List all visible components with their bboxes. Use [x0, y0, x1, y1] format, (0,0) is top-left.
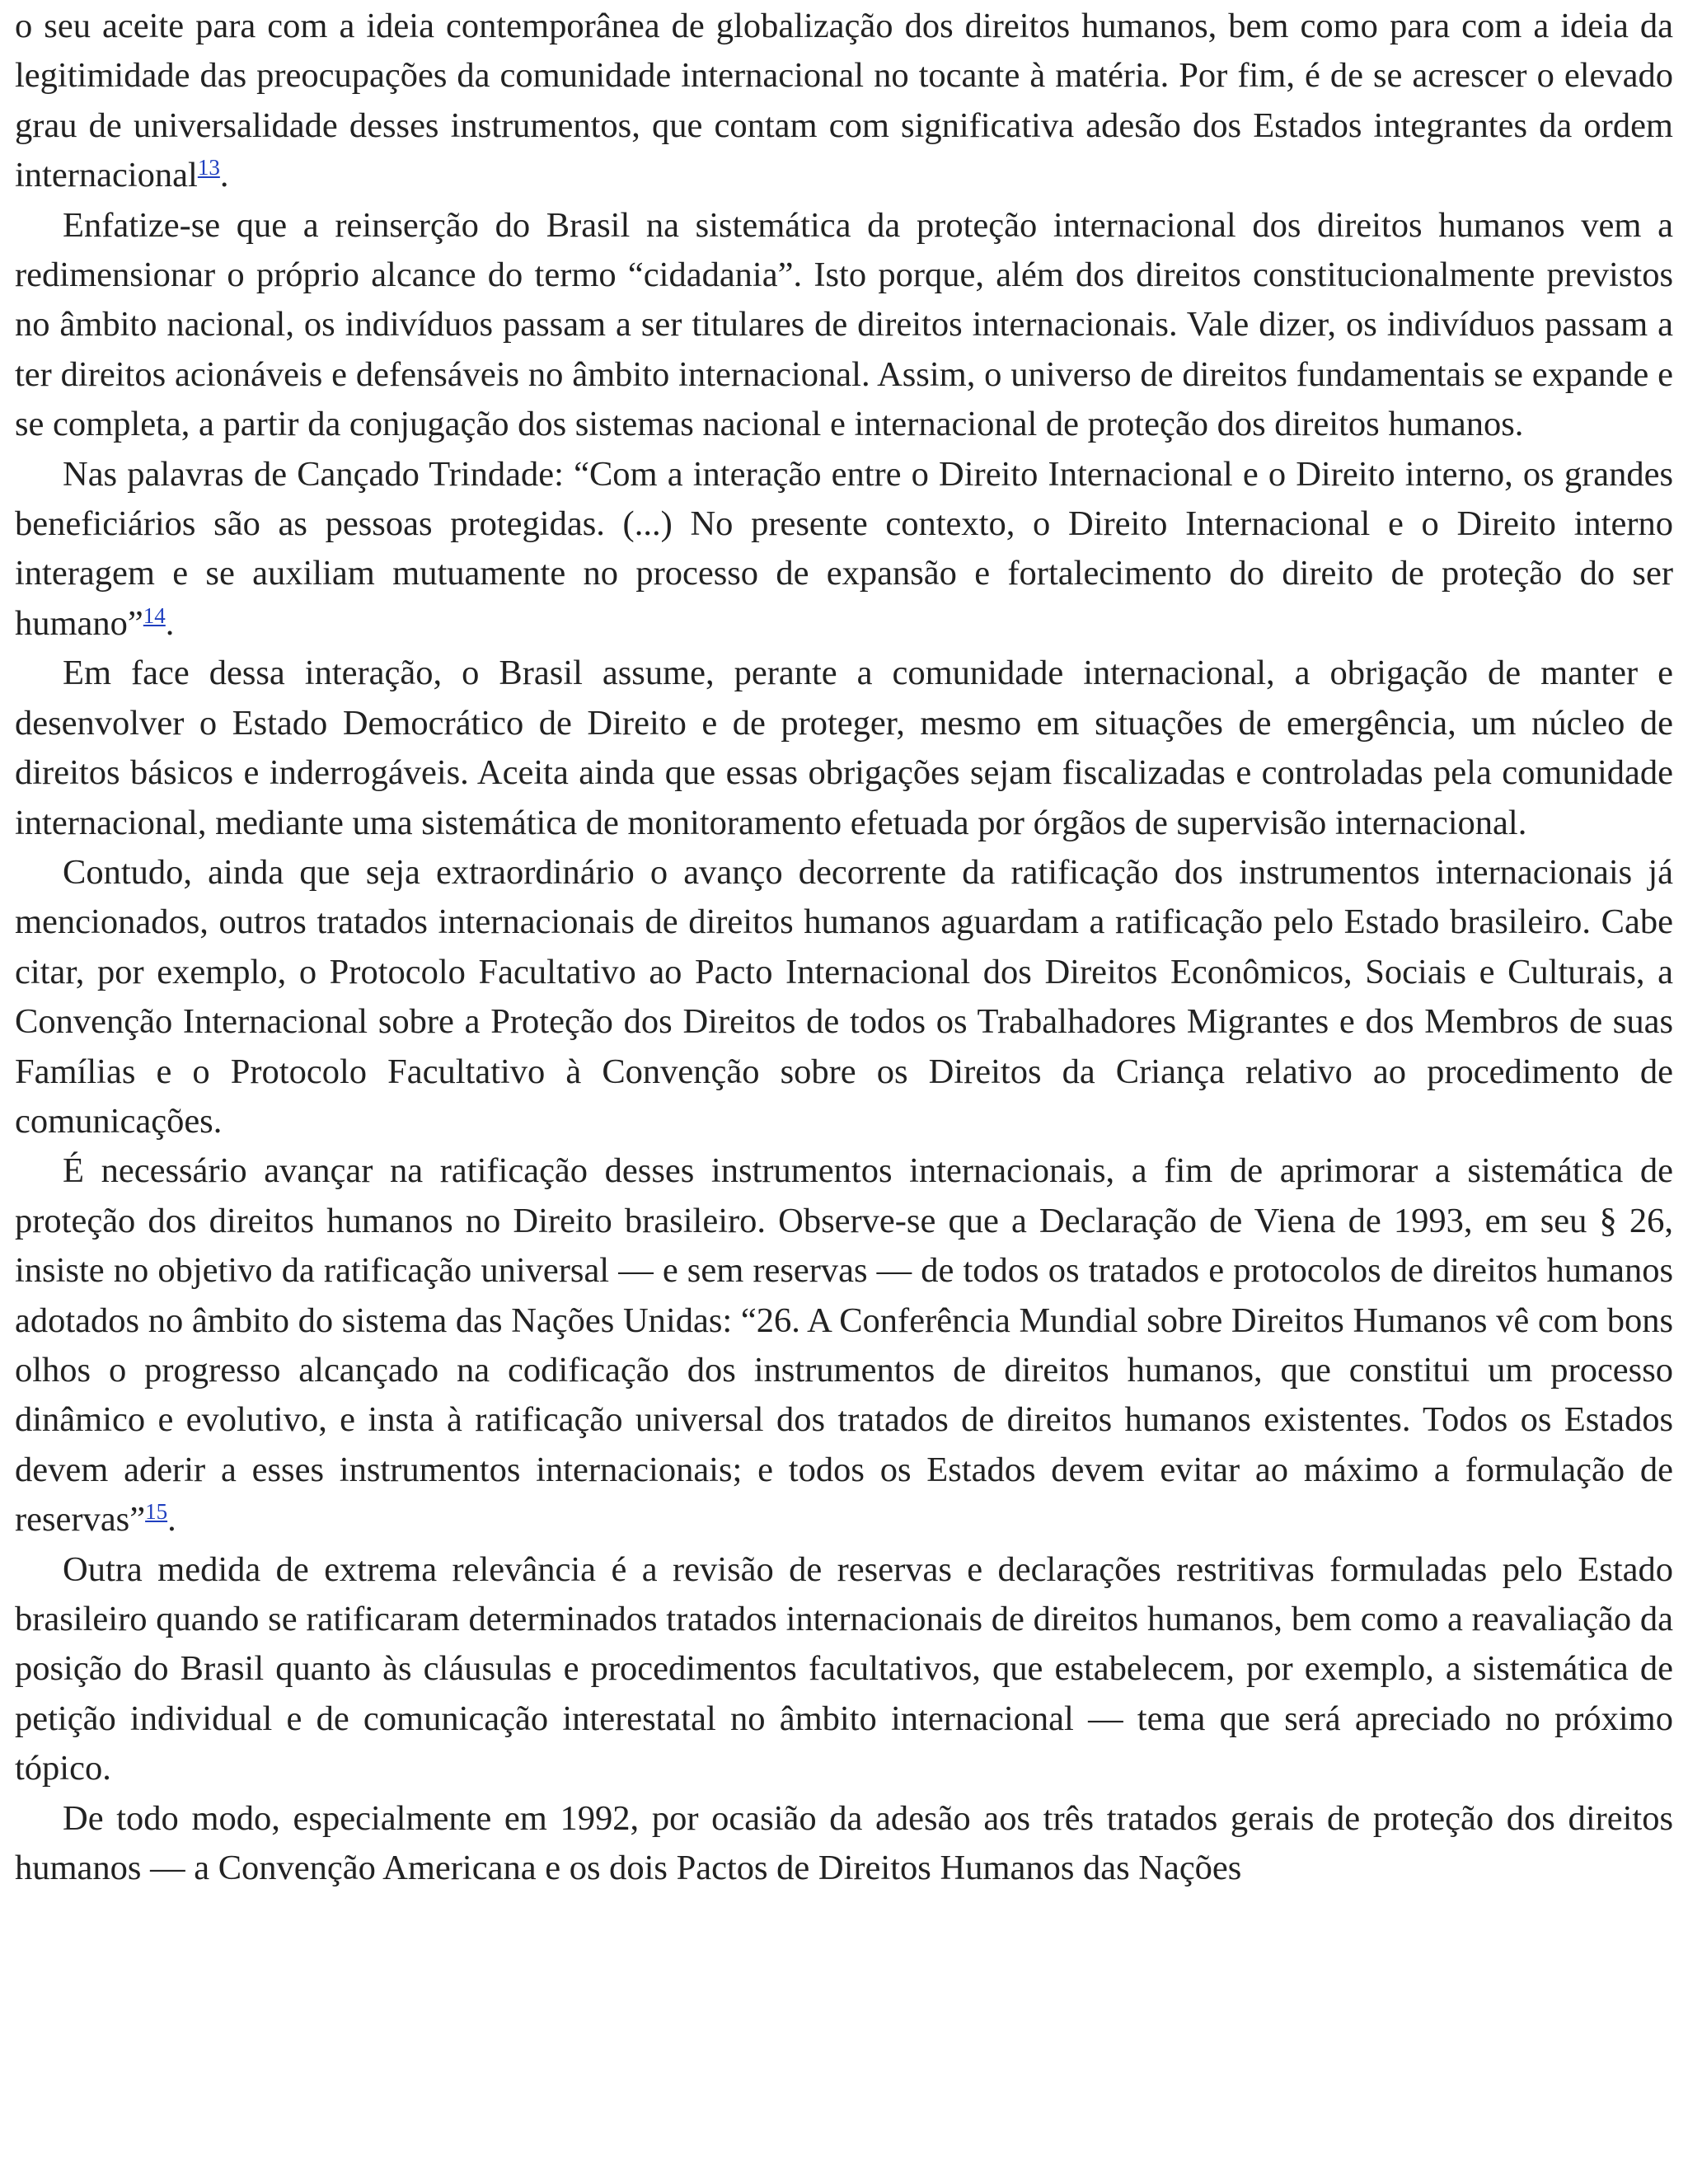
paragraph-text: Em face dessa interação, o Brasil assume, perante a comunidade internacional, a obrigação de manter e desenvolver o Estado Democrático de Direito e de proteger, mesmo em situações de emergência, um núcleo de direitos básicos e inderrogáveis. Aceita ainda que essas obrigações sejam fiscalizadas e controladas pela comunidade internacional, mediante uma sistemática de monitoramento efetuada por órgãos de supervisão internacional. [15, 654, 1673, 842]
paragraph-8 [15, 1794, 1673, 1894]
paragraph-tail: . [167, 1500, 176, 1540]
paragraph-text: Nas palavras de Cançado Trindade: “Com a interação entre o Direito Internacional e o Direito interno, os grandes beneficiários são as pessoas protegidas. (...) No presente contexto, o Direito Internacional e o Direito interno interagem e se auxiliam mutuamente no processo de expansão e fortalecimento do direito de proteção do ser humano” [15, 454, 1673, 643]
paragraph-text: o seu aceite para com a ideia contemporânea de globalização dos direitos humanos, bem como para com a ideia da legitimidade das preocupações da comunidade internacional no tocante à matéria. Por fim, é de se acrescer o elevado grau de universalidade desses instrumentos, que contam com significativa adesão dos Estados integrantes da ordem internacional [15, 7, 1673, 195]
paragraph-text: Outra medida de extrema relevância é a revisão de reservas e declarações restritivas formuladas pelo Estado brasileiro quando se ratificaram determinados tratados internacionais de direitos humanos, bem como a reavaliação da posição do Brasil quanto às cláusulas e procedimentos facultativos, que estabelecem, por exemplo, a sistemática de petição individual e de comunicação interestatal no âmbito internacional — tema que será apreciado no próximo tópico. [15, 1549, 1673, 1788]
paragraph-text: De todo modo, especialmente em 1992, por ocasião da adesão aos três tratados gerais de proteção dos direitos humanos — a Convenção Americana e os dois Pactos de Direitos Humanos das Nações [15, 1798, 1673, 1888]
paragraph-text: Enfatize-se que a reinserção do Brasil na sistemática da proteção internacional dos direitos humanos vem a redimensionar o próprio alcance do termo “cidadania”. Isto porque, além dos direitos constitucionalmente previstos no âmbito nacional, os indivíduos passam a ser titulares de direitos internacionais. Vale dizer, os indivíduos passam a ter direitos acionáveis e defensáveis no âmbito internacional. Assim, o universo de direitos fundamentais se expande e se completa, a partir da conjugação dos sistemas nacional e internacional de proteção dos direitos humanos. [15, 205, 1673, 444]
document-page [15, 2, 1673, 1893]
paragraph-tail: . [219, 156, 229, 195]
footnote-link-15[interactable]: 15 [145, 1499, 168, 1525]
paragraph-6 [15, 1146, 1673, 1544]
paragraph-1 [15, 2, 1673, 201]
paragraph-5 [15, 848, 1673, 1146]
paragraph-4 [15, 649, 1673, 848]
footnote-link-14[interactable]: 14 [143, 602, 166, 628]
footnote-link-13[interactable]: 13 [197, 155, 220, 180]
paragraph-tail: . [165, 603, 175, 643]
paragraph-text: Contudo, ainda que seja extraordinário o avanço decorrente da ratificação dos instrumentos internacionais já mencionados, outros tratados internacionais de direitos humanos aguardam a ratificação pelo Estado brasileiro. Cabe citar, por exemplo, o Protocolo Facultativo ao Pacto Internacional dos Direitos Econômicos, Sociais e Culturais, a Convenção Internacional sobre a Proteção dos Direitos de todos os Trabalhadores Migrantes e dos Membros de suas Famílias e o Protocolo Facultativo à Convenção sobre os Direitos da Criança relativo ao procedimento de comunicações. [15, 852, 1673, 1141]
paragraph-7 [15, 1545, 1673, 1794]
paragraph-3 [15, 450, 1673, 649]
paragraph-text: É necessário avançar na ratificação desses instrumentos internacionais, a fim de aprimorar a sistemática de proteção dos direitos humanos no Direito brasileiro. Observe-se que a Declaração de Viena de 1993, em seu § 26, insiste no objetivo da ratificação universal — e sem reservas — de todos os tratados e protocolos de direitos humanos adotados no âmbito do sistema das Nações Unidas: “26. A Conferência Mundial sobre Direitos Humanos vê com bons olhos o progresso alcançado na codificação dos instrumentos de direitos humanos, que constitui um processo dinâmico e evolutivo, e insta à ratificação universal dos tratados de direitos humanos existentes. Todos os Estados devem aderir a esses instrumentos internacionais; e todos os Estados devem evitar ao máximo a formulação de reservas” [15, 1151, 1673, 1540]
paragraph-2 [15, 201, 1673, 450]
